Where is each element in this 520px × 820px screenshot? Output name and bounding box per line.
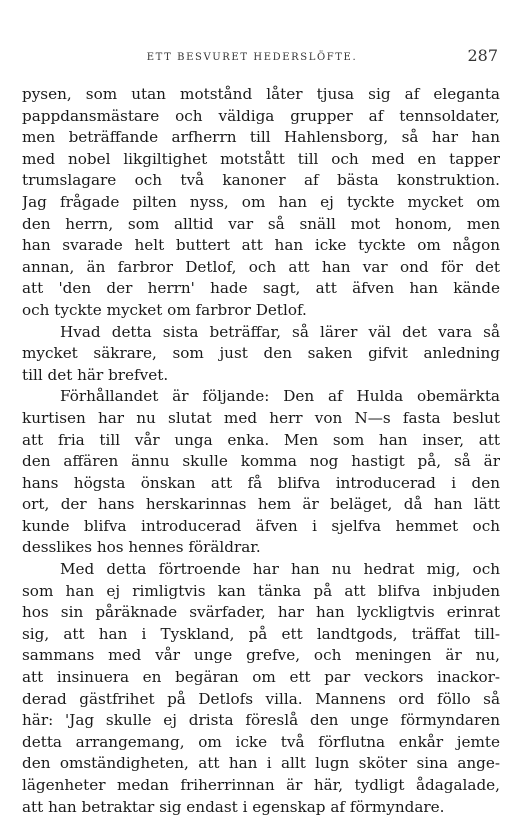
text-line: pysen, som utan motstånd låter tjusa sig af eleganta — [22, 85, 500, 103]
text-line: att insinuera en begäran om ett par veckors inackor- — [22, 668, 500, 687]
text-line: som han ej rimligtvis kan tänka på att blifva inbjuden — [22, 581, 500, 600]
text-line: Jag frågade pilten nyss, om han ej tyckte mycket om — [22, 192, 500, 211]
text-line: sig, att han i Tyskland, på ett landtgods, träffat till- — [22, 624, 500, 643]
text-line: mycket säkrare, som just den saken gifvit anledning — [22, 344, 500, 363]
text-line: hans högsta önskan att få blifva introducerad i den — [22, 473, 500, 492]
text-line: han svarade helt buttert att han icke tyckte om någon — [22, 236, 500, 255]
text-line: trumslagare och två kanoner af bästa konstruktion. — [22, 171, 500, 190]
text-line: detta arrangemang, om icke två förflutna enkår jemte — [22, 732, 500, 751]
text-line: hos sin påräknade svärfader, har han lyckligtvis erinrat — [22, 603, 500, 622]
text-line: till det här brefvet. — [22, 365, 169, 384]
text-line: med nobel likgiltighet motstått till och med en tapper — [22, 149, 500, 168]
text-line: att han betraktar sig endast i egenskap af förmyndare. — [22, 797, 445, 816]
text-line: den affären ännu skulle komma nog hastigt på, så är — [22, 452, 500, 471]
running-head — [22, 46, 500, 68]
text-line: sammans med vår unge grefve, och meningen är nu, — [22, 646, 500, 665]
text-line: Hvad detta sista beträffar, så lärer väl det vara så — [60, 322, 500, 341]
text-line: derad gästfrihet på Detlofs villa. Mannens ord föllo så — [22, 689, 500, 708]
text-line: och tyckte mycket om farbror Detlof. — [22, 300, 307, 319]
text-line: att 'den der herrn' hade sagt, att äfven han kände — [22, 279, 500, 298]
text-line: kunde blifva introducerad äfven i sjelfva hemmet och — [22, 516, 500, 535]
text-line: pappdansmästare och väldiga grupper af tennsoldater, — [22, 106, 500, 125]
text-line: desslikes hos hennes föräldrar. — [22, 538, 261, 557]
text-line: den omständigheten, att han i allt lugn sköter sina ange- — [22, 754, 500, 773]
text-line: Med detta förtroende har han nu hedrat mig, och — [60, 560, 500, 579]
page-number: 287 — [467, 46, 498, 65]
text-line: här: 'Jag skulle ej drista föreslå den unge förmyndaren — [22, 711, 500, 730]
text-line: annan, än farbror Detlof, och att han var ond för det — [22, 257, 500, 276]
body-text — [22, 84, 500, 818]
text-line: ort, der hans herskarinnas hem är beläget, då han lätt — [22, 495, 500, 514]
text-line: kurtisen har nu slutat med herr von N—s fasta beslut — [22, 408, 500, 427]
text-line: men beträffande arfherrn till Hahlensborg, så har han — [22, 128, 500, 147]
text-line: lägenheter medan friherrinnan är här, tydligt ådagalade, — [22, 776, 500, 794]
text-line: att fria till vår unga enka. Men som han inser, att — [22, 430, 500, 449]
running-title: ETT BESVURET HEDERSLÖFTE. — [146, 52, 358, 63]
text-line: den herrn, som alltid var så snäll mot honom, men — [22, 214, 500, 233]
text-line: Förhållandet är följande: Den af Hulda obemärkta — [60, 387, 500, 406]
